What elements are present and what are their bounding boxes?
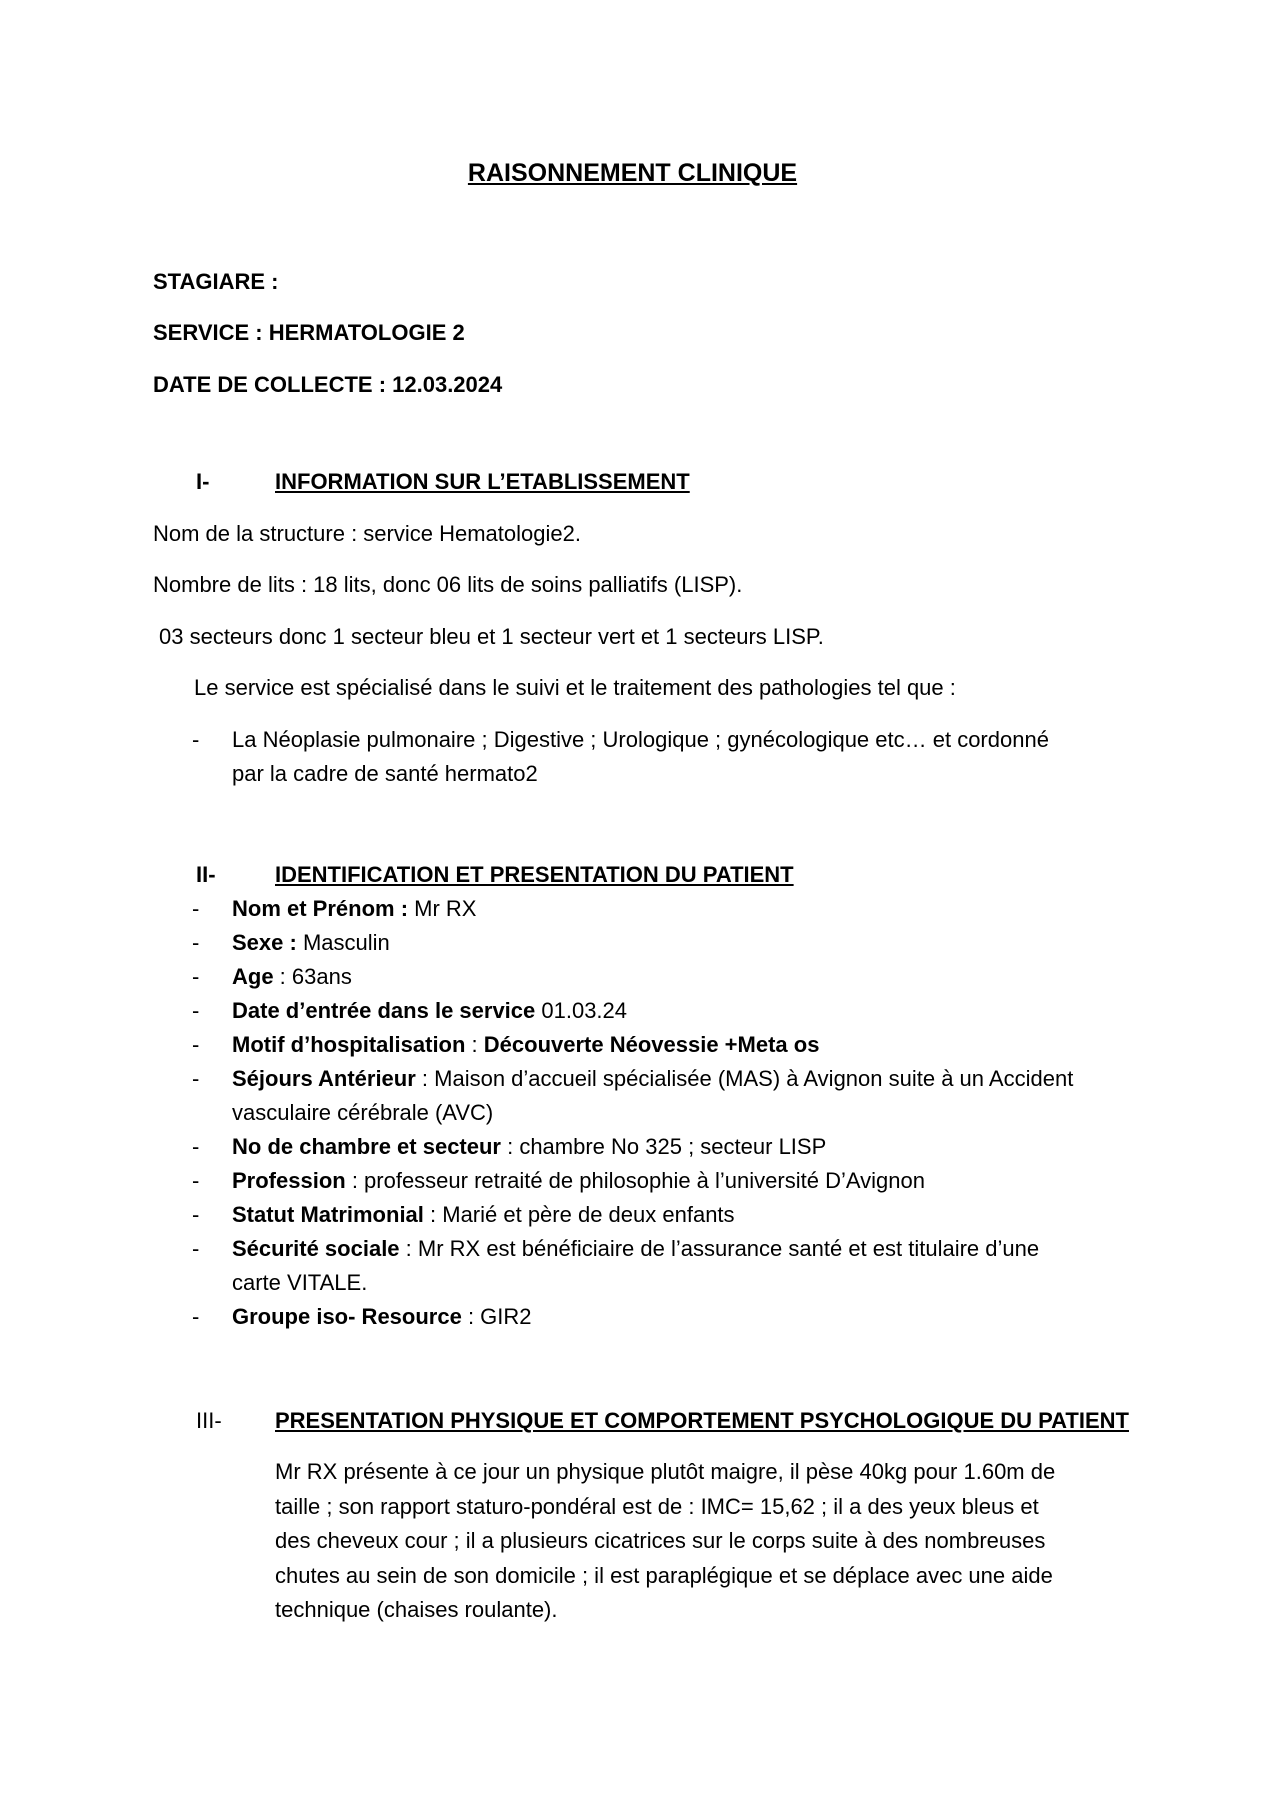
- pathologies-line-1: La Néoplasie pulmonaire ; Digestive ; Urologique ; gynécologique etc… et cordonné: [232, 727, 1049, 752]
- section-1-title: INFORMATION SUR L’ETABLISSEMENT: [275, 469, 690, 494]
- bullet-dash: -: [192, 998, 200, 1023]
- service-specialty: Le service est spécialisé dans le suivi et le traitement des pathologies tel que :: [194, 675, 956, 700]
- document-title: RAISONNEMENT CLINIQUE: [467, 159, 798, 187]
- hospitalization-reason: Motif d’hospitalisation : Découverte Néovessie +Meta os: [232, 1032, 820, 1057]
- section-2-number: II-: [196, 862, 216, 887]
- bullet-dash: -: [192, 1168, 200, 1193]
- bed-count: Nombre de lits : 18 lits, donc 06 lits de soins palliatifs (LISP).: [153, 572, 743, 597]
- bullet-dash: -: [192, 896, 200, 921]
- physical-line: taille ; son rapport staturo-pondéral est de : IMC= 15,62 ; il a des yeux bleus et: [275, 1493, 1039, 1519]
- bullet-dash: -: [192, 930, 200, 955]
- entry-date: Date d’entrée dans le service 01.03.24: [232, 998, 628, 1023]
- previous-stays-cont: vasculaire cérébrale (AVC): [232, 1100, 494, 1125]
- service-line: SERVICE : HERMATOLOGIE 2: [153, 320, 465, 345]
- physical-line: des cheveux cour ; il a plusieurs cicatrices sur le corps suite à des nombreuses: [275, 1528, 1046, 1553]
- bullet-dash: -: [192, 1236, 200, 1261]
- date-line: DATE DE COLLECTE : 12.03.2024: [153, 372, 503, 397]
- physical-line: chutes au sein de son domicile ; il est paraplégique et se déplace avec une aide: [275, 1562, 1053, 1588]
- bullet-dash: -: [192, 1304, 200, 1329]
- patient-name: Nom et Prénom : Mr RX: [232, 896, 477, 921]
- pathologies-line-2: par la cadre de santé hermato2: [232, 761, 538, 786]
- social-security-cont: carte VITALE.: [232, 1270, 368, 1295]
- section-3-number: III-: [196, 1408, 222, 1433]
- bullet-dash: -: [192, 964, 200, 989]
- profession: Profession : professeur retraité de philosophie à l’université D’Avignon: [232, 1168, 925, 1193]
- section-3-title: PRESENTATION PHYSIQUE ET COMPORTEMENT PSYCHOLOGIQUE DU PATIENT: [275, 1408, 1129, 1433]
- bullet-dash: -: [192, 727, 200, 752]
- physical-line: Mr RX présente à ce jour un physique plutôt maigre, il pèse 40kg pour 1.60m de: [275, 1459, 1056, 1484]
- social-security: Sécurité sociale : Mr RX est bénéficiaire de l’assurance santé et est titulaire d’une: [232, 1236, 1040, 1261]
- section-2-title: IDENTIFICATION ET PRESENTATION DU PATIENT: [275, 862, 794, 887]
- bullet-dash: -: [192, 1134, 200, 1159]
- physical-line: technique (chaises roulante).: [275, 1597, 558, 1622]
- bullet-dash: -: [192, 1032, 200, 1057]
- sectors: 03 secteurs donc 1 secteur bleu et 1 secteur vert et 1 secteurs LISP.: [159, 624, 824, 649]
- patient-age: Age : 63ans: [232, 964, 352, 989]
- patient-sex: Sexe : Masculin: [232, 930, 390, 955]
- stagiaire-line: STAGIARE :: [153, 269, 279, 294]
- structure-name: Nom de la structure : service Hematologie2.: [153, 521, 581, 546]
- room-sector: No de chambre et secteur : chambre No 325 ; secteur LISP: [232, 1134, 827, 1159]
- bullet-dash: -: [192, 1066, 200, 1091]
- marital-status: Statut Matrimonial : Marié et père de deux enfants: [232, 1202, 735, 1227]
- bullet-dash: -: [192, 1202, 200, 1227]
- section-1-number: I-: [196, 469, 210, 494]
- physical-presentation: [275, 1455, 1135, 1628]
- iso-resource-group: Groupe iso- Resource : GIR2: [232, 1304, 532, 1329]
- previous-stays: Séjours Antérieur : Maison d’accueil spécialisée (MAS) à Avignon suite à un Accident: [232, 1066, 1074, 1091]
